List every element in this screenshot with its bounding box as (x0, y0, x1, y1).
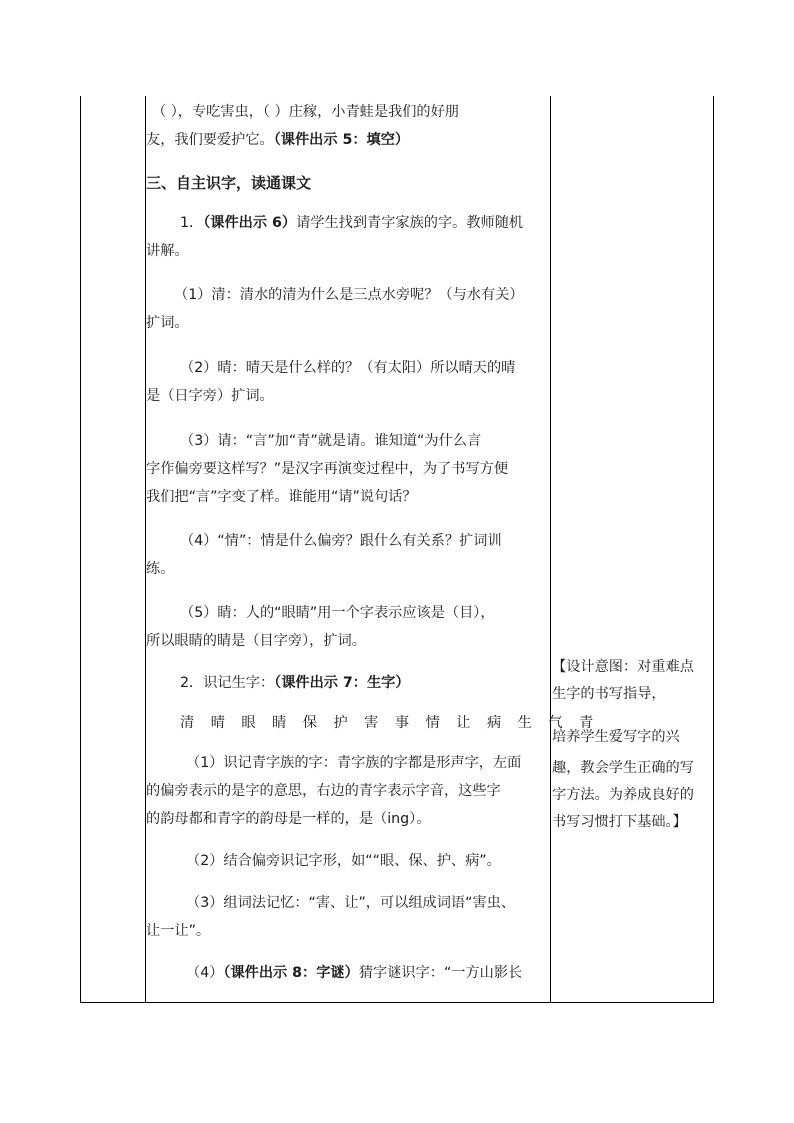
design-intent-line-2: 生字的书写指导， (552, 686, 666, 702)
table-column-divider-2 (550, 96, 551, 1003)
fill-blank-line-1: （ ），专吃害虫，（ ）庄稼，小青蛙是我们的好朋 (152, 104, 459, 120)
courseware-tag: （课件出示 7：生字） (274, 675, 410, 691)
char-qing-water-line-1: （1）清：清水的清为什么是三点水旁呢？（与水有关） (174, 287, 524, 303)
design-intent-line-4: 趣，教会学生正确的写 (552, 760, 694, 776)
method1-line-2: 的偏旁表示的是字的意思，右边的青字表示字音，这些字 (146, 783, 501, 799)
char-qing-feeling-line-1: （4）“情”：情是什么偏旁？跟什么有关系？扩词训 (180, 533, 502, 549)
section-heading: 三、自主识字，读通课文 (146, 174, 312, 192)
char-qing-please-line-1: （3）请：“言”加“青”就是请。谁知道“为什么言 (180, 433, 482, 449)
design-intent-line-1: 【设计意图：对重难点 (552, 659, 694, 675)
courseware-tag: （课件出示 5：填空） (273, 132, 410, 148)
step1-line-2: 讲解。 (146, 243, 189, 259)
table-right-border (713, 96, 714, 1003)
new-characters-list: 清 晴 眼 睛 保 护 害 事 情 让 病 生 气 青 (180, 715, 600, 731)
method3-line-2: 让一让”。 (146, 923, 211, 939)
method1-line-3: 的韵母都和青字的韵母是一样的，是（ing）。 (146, 811, 431, 827)
method2-line: （2）结合偏旁识记字形，如““眼、保、护、病”。 (186, 853, 501, 869)
fill-blank-line-2: 友，我们要爱护它。（课件出示 5：填空） (146, 132, 410, 148)
char-qing-feeling-line-2: 练。 (146, 561, 175, 577)
courseware-tag: （课件出示 6） (203, 215, 297, 231)
char-qing-sunny-line-2: 是（日字旁）扩词。 (146, 388, 274, 404)
table-bottom-border (80, 1002, 714, 1003)
method1-line-1: （1）识记青字族的字：青字族的字都是形声字，左面 (186, 755, 522, 771)
char-qing-please-line-2: 字作偏旁要这样写？”是汉字再演变过程中，为了书写方便 (146, 461, 509, 477)
char-jing-eye-line-2: 所以眼睛的睛是（目字旁），扩词。 (146, 633, 366, 649)
courseware-tag: （课件出示 8：字谜） (223, 965, 359, 981)
char-jing-eye-line-1: （5）睛：人的“眼睛”用一个字表示应该是（目）， (180, 605, 495, 621)
step2-heading: 2．识记生字：（课件出示 7：生字） (180, 675, 410, 691)
method3-line-1: （3）组词法记忆：“害、让”，可以组成词语“害虫、 (186, 895, 516, 911)
char-qing-please-line-3: 我们把“言”字变了样。谁能用“请”说句话？ (146, 489, 417, 505)
teaching-process-cell (146, 96, 600, 987)
design-intent-line-5: 字方法。为养成良好的 (552, 787, 694, 803)
step1-line-1: 1．（课件出示 6）请学生找到青字家族的字。教师随机 (180, 215, 524, 231)
design-intent-line-6: 书写习惯打下基础。】 (552, 814, 687, 830)
char-qing-water-line-2: 扩词。 (146, 315, 189, 331)
table-left-border (80, 96, 81, 1003)
method4-line: （4）（课件出示 8：字谜）猜字谜识字：“一方山影长 (186, 965, 523, 981)
design-intent-line-3: 培养学生爱写字的兴 (552, 729, 680, 745)
char-qing-sunny-line-1: （2）晴：晴天是什么样的？（有太阳）所以晴天的晴 (180, 360, 516, 376)
design-intent-cell (552, 654, 714, 836)
